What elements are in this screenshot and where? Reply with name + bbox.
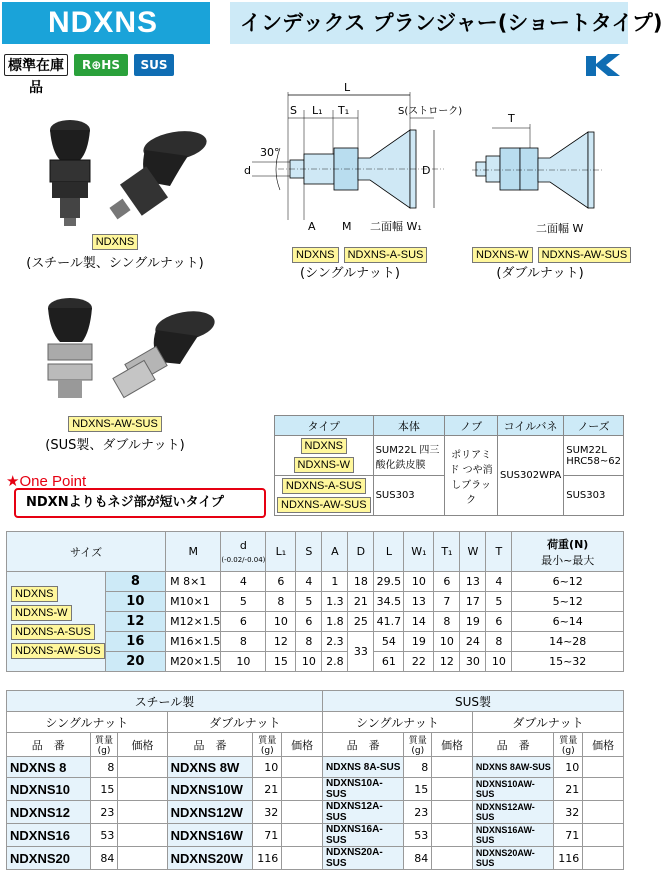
part-steel-single: NDXNS20 xyxy=(7,847,91,870)
mat-knob: ポリアミド つや消しブラック xyxy=(445,436,498,516)
mat-type-ndxns-a-sus: NDXNS-A-SUS xyxy=(282,478,366,494)
spec-cell-d: 10 xyxy=(221,652,266,672)
part-weight: 23 xyxy=(404,801,432,824)
part-steel-single: NDXNS16 xyxy=(7,824,91,847)
spec-header-t: T xyxy=(486,532,512,572)
mat-header-nose: ノーズ xyxy=(564,416,624,436)
spec-cell-d: 8 xyxy=(221,632,266,652)
col-price: 価格 xyxy=(118,733,167,757)
spec-row-size: 16 xyxy=(105,632,166,652)
mat-nose-sus: SUS303 xyxy=(564,476,624,516)
one-point-text: NDXNよりもネジ部が短いタイプ xyxy=(14,488,266,518)
mat-body-steel: SUM22L 四三酸化鉄皮膜 xyxy=(373,436,445,476)
part-weight: 84 xyxy=(404,847,432,870)
spec-type-ndxns: NDXNS xyxy=(11,586,58,602)
parts-sub-steel-double: ダブルナット xyxy=(167,712,322,733)
spec-row-size: 8 xyxy=(105,572,166,592)
part-sus-double: NDXNS10AW-SUS xyxy=(472,778,553,801)
part-weight: 21 xyxy=(253,778,282,801)
dim-angle: 30° xyxy=(260,146,280,159)
drawing-caption-single: (シングルナット) xyxy=(300,266,400,281)
spec-header-size: サイズ xyxy=(7,532,166,572)
part-weight: 23 xyxy=(90,801,118,824)
spec-cell-t: 8 xyxy=(486,632,512,652)
spec-header-d: d xyxy=(239,538,247,552)
drawing-single-nut xyxy=(238,80,470,240)
mat-spring: SUS302WPA xyxy=(497,436,563,516)
col-price: 価格 xyxy=(282,733,323,757)
col-weight: 質量(g) xyxy=(404,733,432,757)
spec-cell-w1: 19 xyxy=(404,632,434,652)
spec-cell-s: 10 xyxy=(296,652,322,672)
part-sus-single: NDXNS 8A-SUS xyxy=(322,757,403,778)
dim-flat-w: 二面幅 W xyxy=(536,222,584,235)
parts-table xyxy=(6,690,624,870)
spec-cell-w1: 10 xyxy=(404,572,434,592)
part-sus-single: NDXNS12A-SUS xyxy=(322,801,403,824)
spec-cell-l: 41.7 xyxy=(374,612,404,632)
dim-S: S xyxy=(290,104,297,117)
spec-row-size: 10 xyxy=(105,592,166,612)
part-weight: 116 xyxy=(554,847,583,870)
spec-cell-t: 6 xyxy=(486,612,512,632)
photo-tag-sus: NDXNS-AW-SUS xyxy=(68,416,162,432)
dim-A: A xyxy=(308,220,316,233)
dim-flat-w1: 二面幅 W₁ xyxy=(370,220,422,233)
mat-header-knob: ノブ xyxy=(445,416,498,436)
spec-header-w1: W₁ xyxy=(404,532,434,572)
part-weight: 15 xyxy=(90,778,118,801)
drawing-tag-ndxns-aw-sus: NDXNS-AW-SUS xyxy=(538,247,632,263)
spec-cell-t1: 12 xyxy=(434,652,460,672)
part-steel-single: NDXNS 8 xyxy=(7,757,91,778)
spec-cell-d: 5 xyxy=(221,592,266,612)
spec-cell-m: M12×1.5 xyxy=(166,612,221,632)
part-weight: 32 xyxy=(554,801,583,824)
product-photo-steel xyxy=(20,110,220,235)
spec-cell-d: 6 xyxy=(221,612,266,632)
drawing-double-nut xyxy=(472,110,622,240)
spec-header-l1: L₁ xyxy=(266,532,296,572)
col-weight: 質量(g) xyxy=(90,733,118,757)
product-title: インデックス プランジャー(ショートタイプ) xyxy=(230,2,628,44)
spec-cell-load: 15~32 xyxy=(512,652,624,672)
spec-cell-a: 1.3 xyxy=(322,592,348,612)
spec-cell-l1: 10 xyxy=(266,612,296,632)
spec-row-size: 20 xyxy=(105,652,166,672)
spec-cell-w: 17 xyxy=(460,592,486,612)
dim-T1: T₁ xyxy=(338,104,350,117)
col-price: 価格 xyxy=(583,733,624,757)
part-weight: 15 xyxy=(404,778,432,801)
spec-header-D: D xyxy=(348,532,374,572)
material-table xyxy=(274,415,624,516)
part-weight: 32 xyxy=(253,801,282,824)
spec-cell-s: 4 xyxy=(296,572,322,592)
col-price: 価格 xyxy=(432,733,473,757)
spec-cell-a: 2.3 xyxy=(322,632,348,652)
mat-type-ndxns-aw-sus: NDXNS-AW-SUS xyxy=(277,497,371,513)
drawing-tag-ndxns: NDXNS xyxy=(292,247,339,263)
spec-cell-t1: 7 xyxy=(434,592,460,612)
spec-cell-s: 6 xyxy=(296,612,322,632)
part-steel-double: NDXNS12W xyxy=(167,801,253,824)
spec-cell-m: M16×1.5 xyxy=(166,632,221,652)
product-code: NDXNS xyxy=(2,2,210,44)
spec-header-load-sub: 最小~最大 xyxy=(541,553,595,567)
spec-header-l: L xyxy=(374,532,404,572)
dim-stroke: S(ストローク) xyxy=(398,106,463,117)
dim-D: D xyxy=(422,164,431,177)
mat-header-spring: コイルバネ xyxy=(497,416,563,436)
spec-cell-w: 30 xyxy=(460,652,486,672)
product-photo-sus xyxy=(20,292,220,412)
part-steel-single: NDXNS10 xyxy=(7,778,91,801)
dim-L: L xyxy=(344,81,351,94)
spec-cell-m: M10×1 xyxy=(166,592,221,612)
parts-group-steel: スチール製 xyxy=(7,691,323,712)
spec-cell-D: 18 xyxy=(348,572,374,592)
spec-cell-w: 24 xyxy=(460,632,486,652)
spec-cell-l: 61 xyxy=(374,652,404,672)
drawing-tag-ndxns-w: NDXNS-W xyxy=(472,247,533,263)
photo-caption-sus: (SUS製、ダブルナット) xyxy=(45,438,185,453)
part-sus-single: NDXNS20A-SUS xyxy=(322,847,403,870)
part-weight: 8 xyxy=(404,757,432,778)
spec-cell-w: 19 xyxy=(460,612,486,632)
part-sus-double: NDXNS 8AW-SUS xyxy=(472,757,553,778)
spec-cell-D: 33 xyxy=(348,632,374,672)
spec-cell-l1: 8 xyxy=(266,592,296,612)
kipp-logo-icon xyxy=(584,52,624,78)
part-sus-single: NDXNS16A-SUS xyxy=(322,824,403,847)
spec-cell-a: 2.8 xyxy=(322,652,348,672)
part-weight: 71 xyxy=(554,824,583,847)
part-weight: 10 xyxy=(554,757,583,778)
spec-cell-t: 5 xyxy=(486,592,512,612)
mat-type-ndxns-w: NDXNS-W xyxy=(294,457,355,473)
rohs-badge: R⊕HS xyxy=(74,54,128,76)
part-weight: 84 xyxy=(90,847,118,870)
spec-cell-D: 25 xyxy=(348,612,374,632)
mat-header-type: タイプ xyxy=(275,416,374,436)
spec-cell-w: 13 xyxy=(460,572,486,592)
part-weight: 53 xyxy=(404,824,432,847)
spec-cell-l1: 15 xyxy=(266,652,296,672)
spec-cell-l1: 6 xyxy=(266,572,296,592)
spec-cell-d: 4 xyxy=(221,572,266,592)
spec-cell-t1: 10 xyxy=(434,632,460,652)
parts-sub-sus-double: ダブルナット xyxy=(472,712,623,733)
spec-cell-s: 5 xyxy=(296,592,322,612)
part-sus-double: NDXNS20AW-SUS xyxy=(472,847,553,870)
parts-sub-sus-single: シングルナット xyxy=(322,712,472,733)
photo-tag-steel: NDXNS xyxy=(92,234,139,250)
spec-cell-t: 4 xyxy=(486,572,512,592)
stock-badge: 標準在庫品 xyxy=(4,54,68,76)
spec-cell-l: 34.5 xyxy=(374,592,404,612)
spec-type-ndxns-aw-sus: NDXNS-AW-SUS xyxy=(11,643,105,659)
spec-cell-t1: 8 xyxy=(434,612,460,632)
part-steel-single: NDXNS12 xyxy=(7,801,91,824)
part-sus-double: NDXNS12AW-SUS xyxy=(472,801,553,824)
dim-T: T xyxy=(508,112,515,125)
mat-type-ndxns: NDXNS xyxy=(301,438,348,454)
part-weight: 8 xyxy=(90,757,118,778)
part-weight: 116 xyxy=(253,847,282,870)
spec-header-load: 荷重(N) xyxy=(547,537,589,551)
one-point-label: ★One Point xyxy=(6,473,87,490)
part-weight: 71 xyxy=(253,824,282,847)
parts-group-sus: SUS製 xyxy=(322,691,623,712)
spec-table xyxy=(6,531,624,672)
spec-cell-D: 21 xyxy=(348,592,374,612)
spec-cell-load: 5~12 xyxy=(512,592,624,612)
mat-body-sus: SUS303 xyxy=(373,476,445,516)
part-steel-double: NDXNS10W xyxy=(167,778,253,801)
part-sus-single: NDXNS10A-SUS xyxy=(322,778,403,801)
parts-sub-steel-single: シングルナット xyxy=(7,712,168,733)
part-steel-double: NDXNS16W xyxy=(167,824,253,847)
part-steel-double: NDXNS20W xyxy=(167,847,253,870)
col-part: 品 番 xyxy=(322,733,403,757)
spec-header-d-tol: (-0.02/-0.04) xyxy=(221,555,266,564)
spec-header-t1: T₁ xyxy=(434,532,460,572)
mat-nose-steel: SUM22L HRC58~62 xyxy=(564,436,624,476)
photo-caption-steel: (スチール製、シングルナット) xyxy=(26,256,204,271)
spec-cell-load: 14~28 xyxy=(512,632,624,652)
spec-cell-m: M20×1.5 xyxy=(166,652,221,672)
dim-L1: L₁ xyxy=(312,104,323,117)
spec-cell-m: M 8×1 xyxy=(166,572,221,592)
part-weight: 10 xyxy=(253,757,282,778)
part-weight: 21 xyxy=(554,778,583,801)
part-weight: 53 xyxy=(90,824,118,847)
spec-header-w: W xyxy=(460,532,486,572)
dim-M: M xyxy=(342,220,352,233)
mat-header-body: 本体 xyxy=(373,416,445,436)
dim-d: d xyxy=(244,164,251,177)
drawing-caption-double: (ダブルナット) xyxy=(496,266,584,281)
col-weight: 質量(g) xyxy=(253,733,282,757)
spec-header-m: M xyxy=(166,532,221,572)
spec-row-size: 12 xyxy=(105,612,166,632)
spec-type-ndxns-w: NDXNS-W xyxy=(11,605,72,621)
sus-badge: SUS xyxy=(134,54,174,76)
spec-header-a: A xyxy=(322,532,348,572)
spec-cell-a: 1.8 xyxy=(322,612,348,632)
col-part: 品 番 xyxy=(167,733,253,757)
col-part: 品 番 xyxy=(7,733,91,757)
part-steel-double: NDXNS 8W xyxy=(167,757,253,778)
col-weight: 質量(g) xyxy=(554,733,583,757)
spec-cell-load: 6~12 xyxy=(512,572,624,592)
spec-cell-a: 1 xyxy=(322,572,348,592)
spec-cell-w1: 13 xyxy=(404,592,434,612)
spec-cell-l: 29.5 xyxy=(374,572,404,592)
spec-cell-t1: 6 xyxy=(434,572,460,592)
col-part: 品 番 xyxy=(472,733,553,757)
spec-cell-w1: 14 xyxy=(404,612,434,632)
spec-header-s: S xyxy=(296,532,322,572)
spec-cell-load: 6~14 xyxy=(512,612,624,632)
spec-cell-l1: 12 xyxy=(266,632,296,652)
spec-type-ndxns-a-sus: NDXNS-A-SUS xyxy=(11,624,95,640)
spec-cell-l: 54 xyxy=(374,632,404,652)
spec-cell-s: 8 xyxy=(296,632,322,652)
spec-cell-t: 10 xyxy=(486,652,512,672)
part-sus-double: NDXNS16AW-SUS xyxy=(472,824,553,847)
drawing-tag-ndxns-a-sus: NDXNS-A-SUS xyxy=(344,247,428,263)
spec-cell-w1: 22 xyxy=(404,652,434,672)
